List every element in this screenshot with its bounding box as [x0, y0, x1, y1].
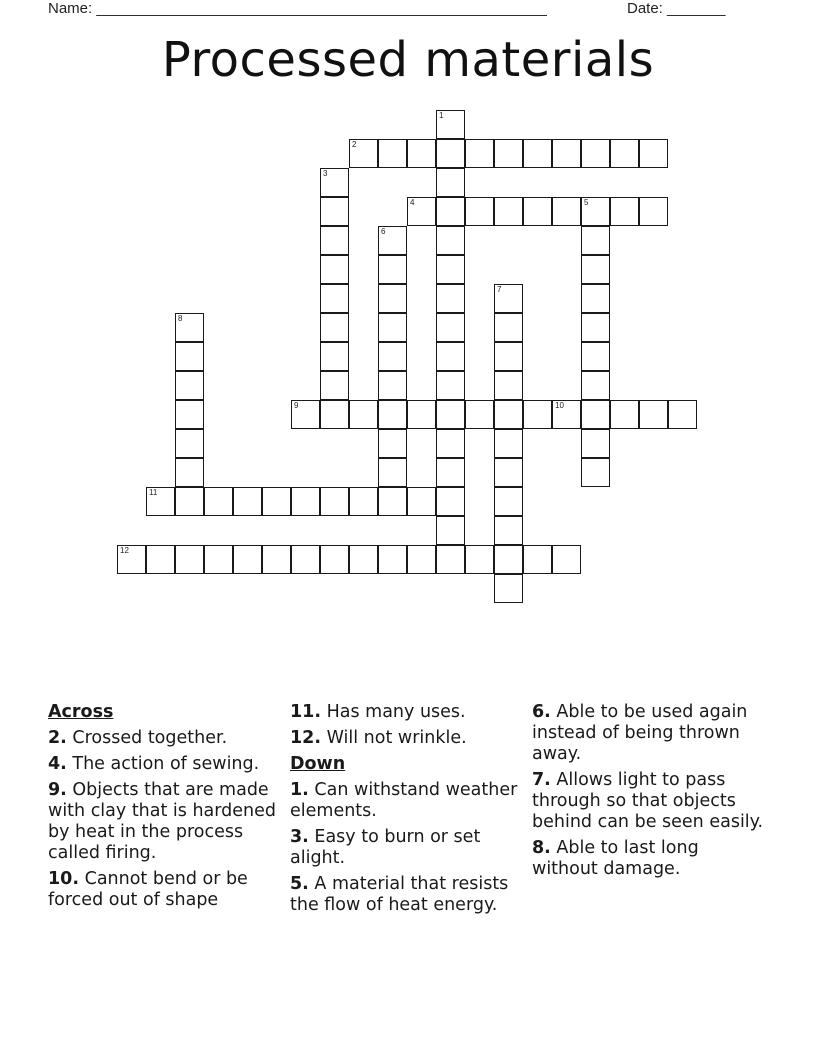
- grid-cell[interactable]: [436, 371, 465, 400]
- grid-cell[interactable]: [581, 284, 610, 313]
- grid-cell[interactable]: [320, 487, 349, 516]
- clue-number: 7.: [532, 770, 551, 790]
- grid-cell[interactable]: [378, 458, 407, 487]
- grid-cell[interactable]: [494, 342, 523, 371]
- grid-cell[interactable]: [291, 487, 320, 516]
- grid-cell[interactable]: [639, 197, 668, 226]
- grid-cell[interactable]: [494, 371, 523, 400]
- clue-across-9: [48, 780, 280, 864]
- grid-cell[interactable]: [436, 516, 465, 545]
- grid-cell[interactable]: [146, 545, 175, 574]
- grid-cell[interactable]: [175, 371, 204, 400]
- grid-cell[interactable]: [320, 168, 349, 197]
- clue-text: Easy to burn or set alight.: [290, 827, 481, 868]
- grid-cell[interactable]: [378, 371, 407, 400]
- grid-cell[interactable]: [465, 197, 494, 226]
- grid-cell[interactable]: [581, 313, 610, 342]
- grid-cell[interactable]: [378, 255, 407, 284]
- clue-text: Objects that are made with clay that is hardened by heat in the process called firing.: [48, 780, 277, 863]
- clue-number: 4.: [48, 754, 67, 774]
- grid-cell[interactable]: [320, 226, 349, 255]
- date-field-label: Date: _______: [627, 0, 726, 17]
- clue-number: 3.: [290, 827, 309, 847]
- grid-cell[interactable]: [407, 545, 436, 574]
- grid-cell[interactable]: [320, 255, 349, 284]
- grid-cell[interactable]: [407, 487, 436, 516]
- grid-cell[interactable]: [436, 429, 465, 458]
- clue-text: Allows light to pass through so that objects behind can be seen easily.: [532, 770, 764, 832]
- cell-number: 1: [439, 111, 444, 120]
- grid-cell[interactable]: [204, 487, 233, 516]
- grid-cell[interactable]: [378, 487, 407, 516]
- grid-cell[interactable]: [262, 545, 291, 574]
- down-heading: Down: [290, 754, 346, 774]
- clue-across-4: [48, 754, 280, 775]
- grid-cell[interactable]: [117, 545, 146, 574]
- grid-cell[interactable]: [349, 400, 378, 429]
- grid-cell[interactable]: [465, 400, 494, 429]
- grid-cell[interactable]: [349, 545, 378, 574]
- grid-cell[interactable]: [378, 139, 407, 168]
- cell-number: 7: [497, 285, 502, 294]
- grid-cell[interactable]: [320, 313, 349, 342]
- clue-down-5: [290, 874, 522, 916]
- clue-down-8: [532, 838, 764, 880]
- grid-cell[interactable]: [320, 197, 349, 226]
- grid-cell[interactable]: [581, 197, 610, 226]
- grid-cell[interactable]: [436, 139, 465, 168]
- grid-cell[interactable]: [494, 574, 523, 603]
- grid-cell[interactable]: [204, 545, 233, 574]
- clues-column-1: [48, 702, 280, 916]
- grid-cell[interactable]: [523, 545, 552, 574]
- name-field-label: Name: ______________________________________________________: [48, 0, 547, 17]
- grid-cell[interactable]: [581, 226, 610, 255]
- grid-cell[interactable]: [552, 197, 581, 226]
- grid-cell[interactable]: [436, 458, 465, 487]
- grid-cell[interactable]: [378, 342, 407, 371]
- grid-cell[interactable]: [610, 197, 639, 226]
- cell-number: 5: [584, 198, 589, 207]
- cell-number: 10: [555, 401, 564, 410]
- grid-cell[interactable]: [494, 400, 523, 429]
- clue-text: Will not wrinkle.: [326, 728, 467, 748]
- grid-cell[interactable]: [494, 516, 523, 545]
- grid-cell[interactable]: [523, 139, 552, 168]
- clue-text: Able to last long without damage.: [532, 838, 699, 879]
- cell-number: 2: [352, 140, 357, 149]
- grid-cell[interactable]: [175, 458, 204, 487]
- clue-number: 11.: [290, 702, 322, 722]
- clue-number: 8.: [532, 838, 551, 858]
- clue-number: 6.: [532, 702, 551, 722]
- grid-cell[interactable]: [610, 400, 639, 429]
- grid-cell[interactable]: [320, 371, 349, 400]
- grid-cell[interactable]: [581, 400, 610, 429]
- clue-down-3: [290, 827, 522, 869]
- grid-cell[interactable]: [436, 226, 465, 255]
- grid-cell[interactable]: [320, 284, 349, 313]
- clue-text: Cannot bend or be forced out of shape: [48, 869, 248, 910]
- grid-cell[interactable]: [262, 487, 291, 516]
- grid-cell[interactable]: [378, 429, 407, 458]
- grid-cell[interactable]: [581, 139, 610, 168]
- grid-cell[interactable]: [175, 487, 204, 516]
- cell-number: 9: [294, 401, 299, 410]
- grid-cell[interactable]: [436, 110, 465, 139]
- grid-cell[interactable]: [378, 400, 407, 429]
- grid-cell[interactable]: [494, 197, 523, 226]
- grid-cell[interactable]: [494, 313, 523, 342]
- grid-cell[interactable]: [175, 342, 204, 371]
- grid-cell[interactable]: [494, 284, 523, 313]
- grid-cell[interactable]: [552, 400, 581, 429]
- grid-cell[interactable]: [407, 400, 436, 429]
- grid-cell[interactable]: [378, 226, 407, 255]
- grid-cell[interactable]: [320, 400, 349, 429]
- grid-cell[interactable]: [349, 139, 378, 168]
- grid-cell[interactable]: [436, 400, 465, 429]
- grid-cell[interactable]: [494, 487, 523, 516]
- grid-cell[interactable]: [291, 545, 320, 574]
- grid-cell[interactable]: [175, 429, 204, 458]
- clue-number: 12.: [290, 728, 322, 748]
- grid-cell[interactable]: [581, 255, 610, 284]
- grid-cell[interactable]: [494, 139, 523, 168]
- cell-number: 6: [381, 227, 386, 236]
- grid-cell[interactable]: [552, 139, 581, 168]
- clue-number: 10.: [48, 869, 80, 889]
- grid-cell[interactable]: [639, 400, 668, 429]
- cell-number: 3: [323, 169, 328, 178]
- clue-down-1: [290, 780, 522, 822]
- grid-cell[interactable]: [146, 487, 175, 516]
- grid-cell[interactable]: [320, 342, 349, 371]
- grid-cell[interactable]: [436, 197, 465, 226]
- grid-cell[interactable]: [436, 487, 465, 516]
- clue-text: Able to be used again instead of being thrown away.: [532, 702, 748, 764]
- clues-column-3: [532, 702, 764, 885]
- clue-down-6: [532, 702, 764, 765]
- grid-cell[interactable]: [349, 487, 378, 516]
- grid-cell[interactable]: [523, 400, 552, 429]
- clue-down-7: [532, 770, 764, 833]
- clue-across-12: [290, 728, 522, 749]
- clue-text: Has many uses.: [326, 702, 466, 722]
- across-heading: Across: [48, 702, 114, 722]
- clue-text: A material that resists the flow of heat energy.: [290, 874, 509, 915]
- grid-cell[interactable]: [494, 458, 523, 487]
- grid-cell[interactable]: [581, 429, 610, 458]
- page-title: Processed materials: [161, 32, 655, 88]
- grid-cell[interactable]: [378, 545, 407, 574]
- grid-cell[interactable]: [494, 545, 523, 574]
- cell-number: 11: [149, 488, 158, 497]
- grid-cell[interactable]: [436, 313, 465, 342]
- grid-cell[interactable]: [436, 284, 465, 313]
- clue-across-10: [48, 869, 280, 911]
- grid-cell[interactable]: [320, 545, 349, 574]
- cell-number: 8: [178, 314, 183, 323]
- clue-text: The action of sewing.: [72, 754, 260, 774]
- grid-cell[interactable]: [668, 400, 697, 429]
- grid-cell[interactable]: [523, 197, 552, 226]
- grid-cell[interactable]: [465, 545, 494, 574]
- grid-cell[interactable]: [465, 139, 494, 168]
- clue-across-11: [290, 702, 522, 723]
- grid-cell[interactable]: [436, 342, 465, 371]
- grid-cell[interactable]: [407, 197, 436, 226]
- grid-cell[interactable]: [175, 400, 204, 429]
- grid-cell[interactable]: [610, 139, 639, 168]
- grid-cell[interactable]: [494, 429, 523, 458]
- clue-number: 5.: [290, 874, 309, 894]
- grid-cell[interactable]: [581, 342, 610, 371]
- grid-cell[interactable]: [436, 168, 465, 197]
- cell-number: 4: [410, 198, 415, 207]
- grid-cell[interactable]: [552, 545, 581, 574]
- grid-cell[interactable]: [175, 313, 204, 342]
- grid-cell[interactable]: [639, 139, 668, 168]
- grid-cell[interactable]: [436, 545, 465, 574]
- clue-across-2: [48, 728, 280, 749]
- clue-number: 1.: [290, 780, 309, 800]
- grid-cell[interactable]: [291, 400, 320, 429]
- grid-cell[interactable]: [581, 371, 610, 400]
- grid-cell[interactable]: [378, 284, 407, 313]
- grid-cell[interactable]: [175, 545, 204, 574]
- cell-number: 12: [120, 546, 129, 555]
- grid-cell[interactable]: [407, 139, 436, 168]
- clue-number: 2.: [48, 728, 67, 748]
- clues-column-2: [290, 702, 522, 921]
- clue-text: Crossed together.: [72, 728, 228, 748]
- grid-cell[interactable]: [378, 313, 407, 342]
- grid-cell[interactable]: [233, 487, 262, 516]
- grid-cell[interactable]: [581, 458, 610, 487]
- clue-text: Can withstand weather elements.: [290, 780, 518, 821]
- grid-cell[interactable]: [233, 545, 262, 574]
- clue-number: 9.: [48, 780, 67, 800]
- grid-cell[interactable]: [436, 255, 465, 284]
